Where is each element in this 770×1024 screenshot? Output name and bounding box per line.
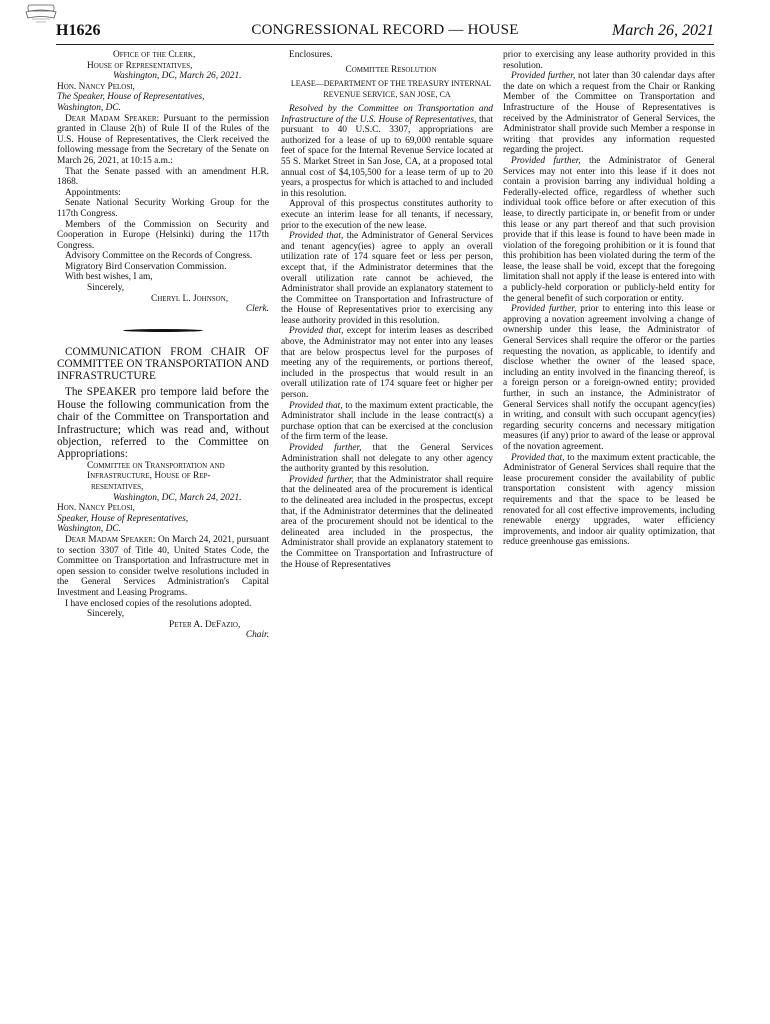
paragraph: Resolved by the Committee on Transportation and Infrastructure of the U.S. House of Representatives, that pursuant to 40 U.S.C. 3307, appropriations are authorized for a lease of up to 69,000 rentable square feet of space for the Internal Revenue Service located at 55 S. Market Street in San Jose, CA, at a proposed total annual cost of $4,105,500 for a lease term of up to 20 years, a prospectus for which is attached to and included in this resolution. — [281, 104, 493, 199]
signature-title: Clerk. — [245, 304, 269, 315]
paragraph: With best wishes, I am, — [65, 272, 153, 283]
section-heading: COMMUNICATION FROM CHAIR OF COMMITTEE ON TRANSPORTATION AND INFRASTRUCTURE — [57, 345, 269, 383]
letter-line: Hon. Nancy Pelosi, — [57, 81, 135, 92]
letter-line: Washington, DC. — [57, 102, 121, 113]
letter-line: Infrastructure, House of Rep- — [87, 471, 211, 482]
paragraph: Provided that, except for interim leases as described above, the Administrator may not enter into any leases that are below prospectus level for the purposes of meeting any of the requirements, or portions thereof, included in the prospectus that would result in an overall utilization rate of 174 square feet or higher per person. — [281, 326, 493, 401]
paragraph: Migratory Bird Conservation Commission. — [65, 261, 227, 272]
paragraph: Provided further, the Administrator of General Services may not enter into this lease if it does not contain a provision barring any individual holding a Federally-elected office, regardless of whether such individual took office before or after execution of this lease, to directly participate in, or benefit from or under this lease or any part thereof and that such provision provide that if this lease is found to have been made in violation of the foregoing prohibition or it is found that this prohibition has been violated during the term of the lease, the lease shall be void, except that the foregoing limitation shall not apply if the lease is entered into with a publicly-held corporation or publicly-held entity for the general benefit of such corporation or entity. — [503, 155, 715, 304]
column-1 — [57, 50, 269, 641]
paragraph: Advisory Committee on the Records of Congress. — [65, 251, 253, 262]
letter-line: Speaker, House of Representatives, — [57, 513, 189, 524]
gpo-seal-icon — [22, 4, 60, 24]
paragraph: Provided that, to the maximum extent practicable, the Administrator shall include in the lease contract(s) a purchase option that can be exercised at the conclusion of the firm term of the lease. — [281, 400, 493, 443]
signature-title: Chair. — [245, 630, 269, 641]
page-number: H1626 — [56, 22, 101, 39]
letter-line: Committee on Transportation and — [87, 460, 225, 471]
column-3 — [503, 50, 715, 548]
paragraph: Provided further, not later than 30 calendar days after the date on which a request from the Chair or Ranking Member of the Committee on Transportation and Infrastructure of the House of Representatives is received by the Administrator of General Services, the Administrator shall provide such Member a response in writing that provides any information requested regarding the project. — [503, 71, 715, 156]
paragraph: I have enclosed copies of the resolutions adopted. — [65, 598, 252, 609]
publication-title: CONGRESSIONAL RECORD — HOUSE — [251, 22, 519, 38]
paragraph: Provided that, to the maximum extent practicable, the Administrator of General Services shall require that the lease procurement consider the availability of public transportation consistent with agency mission requirements and that the space to be leased be renovated for all cost effective improvements, including renewable energy upgrades, water efficiency improvements, and indoor air quality optimization, that reduce greenhouse gas emissions. — [503, 452, 715, 548]
paragraph: Appointments: — [65, 187, 121, 198]
signature-name: Peter A. DeFazio, — [169, 619, 241, 630]
resolution-subtitle: LEASE—DEPARTMENT OF THE TREASURY INTERNAL REVENUE SERVICE, SAN JOSE, CA — [290, 79, 492, 99]
paragraph: Senate National Security Working Group for the 117th Congress. — [57, 198, 269, 219]
publication-date: March 26, 2021 — [611, 22, 714, 39]
paragraph: Provided further, prior to entering into this lease or approving a novation agreement involving a change of ownership under this lease, the Administrator of General Services shall require the offeror or the parties requesting the novation, as applicable, to identify and disclose whether the owner of the leased space, including an entity involved in the financing thereof, is a foreign person or a foreign-owned entity; provided further, in such an instance, the Administrator of General Services shall notify the occupant agency(ies) in writing, and consult with such occupant agency(ies) regarding security concerns and necessary mitigation measures (if any) prior to award of the lease or approval of the novation agreement. — [503, 304, 715, 452]
signature-name: Cheryl L. Johnson, — [151, 293, 229, 304]
paragraph: Provided that, the Administrator of General Services and tenant agency(ies) agree to apply an overall utilization rate of 174 square feet or less per person, except that, if the Administrator determines that the overall utilization rate cannot be achieved, the Administrator shall provide an explanatory statement to the Committee on Transportation and Infrastructure of the House of Representatives prior to exercising any lease authority provided in this resolution. — [281, 231, 493, 326]
paragraph: The SPEAKER pro tempore laid before the House the following communication from the chair of the Committee on Transportation and Infrastructure; which was read and, without objection, referred to the Committee on Appropriations: — [57, 386, 269, 461]
paragraph: prior to exercising any lease authority provided in this resolution. — [503, 50, 715, 71]
paragraph: Sincerely, — [87, 609, 125, 620]
letter-line: Washington, DC, March 24, 2021. — [113, 492, 242, 503]
column-2 — [281, 50, 493, 570]
page-header — [56, 24, 714, 45]
letter-line: Washington, DC, March 26, 2021. — [113, 71, 242, 82]
letter-line: Washington, DC. — [57, 524, 121, 535]
letter-line: resentatives, — [91, 482, 144, 493]
letter-line: Office of the Clerk, — [113, 50, 196, 60]
paragraph: Enclosures. — [289, 50, 333, 60]
paragraph: Provided further, that the General Services Administration shall not delegate to any other agency the authority granted by this resolution. — [281, 443, 493, 475]
paragraph: Members of the Commission on Security and Cooperation in Europe (Helsinki) during the 117th Congress. — [57, 219, 269, 251]
paragraph: Dear Madam Speaker: On March 24, 2021, pursuant to section 3307 of Title 40, United States Code, the Committee on Transportation and Infrastructure met in open session to consider twelve resolutions included in the General Services Administration's Capital Investment and Leasing Programs. — [57, 535, 269, 599]
section-divider — [123, 329, 203, 332]
letter-line: Hon. Nancy Pelosi, — [57, 503, 135, 514]
paragraph: Dear Madam Speaker: Pursuant to the permission granted in Clause 2(h) of Rule II of the Rules of the U.S. House of Representatives, the Clerk received the following message from the Secretary of the Senate on March 26, 2021, at 10:15 a.m.: — [57, 113, 269, 166]
resolution-title: Committee Resolution — [345, 64, 437, 75]
letter-line: House of Representatives, — [87, 60, 193, 71]
paragraph: That the Senate passed with an amendment H.R. 1868. — [57, 166, 269, 188]
paragraph: Provided further, that the Administrator shall require that the delineated area of the procurement is identical to the delineated area included in the prospectus, except that, if the Administrator determines that the delineated area of the procurement should not be identical to the delineated area included in the prospectus, the Administrator shall provide an explanatory statement to the Committee on Transportation and Infrastructure of the House of Representatives — [281, 474, 493, 570]
paragraph: Approval of this prospectus constitutes authority to execute an interim lease for all tenants, if necessary, prior to the execution of the new lease. — [281, 199, 493, 231]
paragraph: Sincerely, — [87, 283, 125, 294]
letter-line: The Speaker, House of Representatives, — [57, 92, 205, 103]
